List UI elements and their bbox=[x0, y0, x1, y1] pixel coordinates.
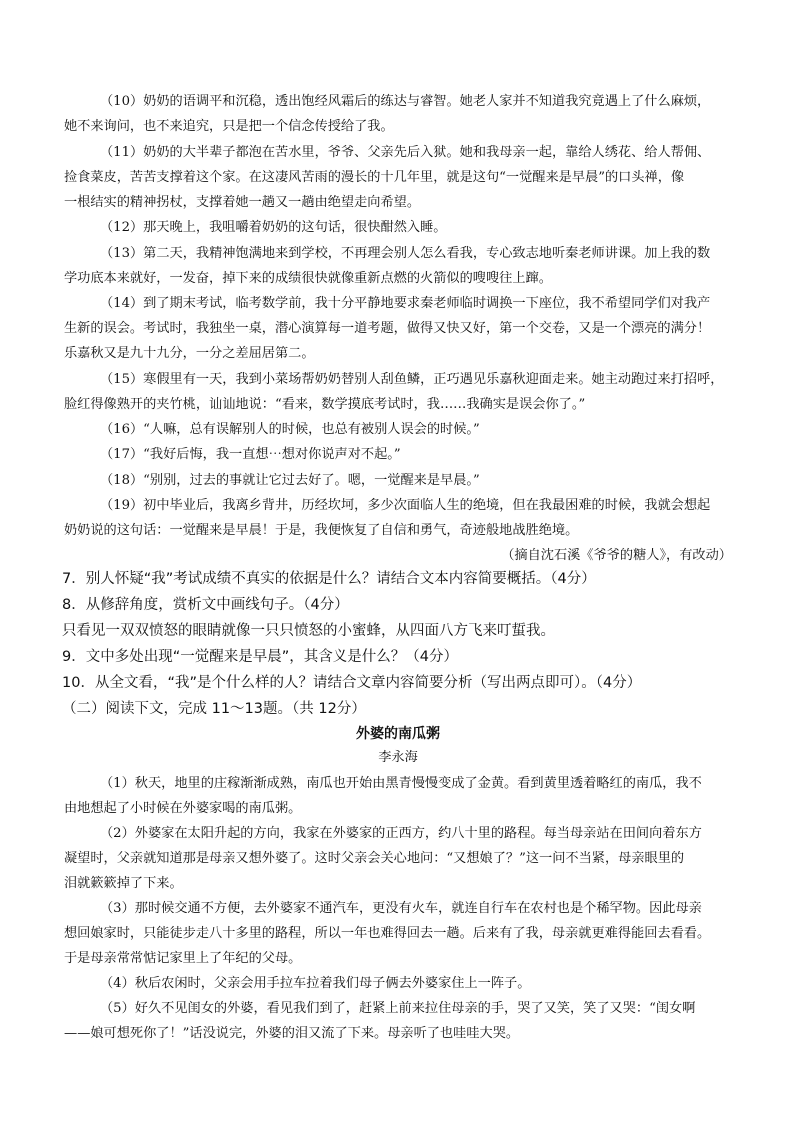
p2-paragraph-3-line2: 想回娘家时，只能徒步走八十多里的路程，所以一年也难得回去一趟。后来有了我，母亲就更难得能回去看看。 bbox=[64, 926, 711, 941]
p2-paragraph-3-line3: 于是母亲常常惦记家里上了年纪的父母。 bbox=[64, 951, 302, 966]
passage-2-title: 外婆的南瓜粥 bbox=[356, 726, 440, 742]
paragraph-14-line1: （14）到了期末考试，临考数学前，我十分平静地要求秦老师临时调换一下座位，我不希望同学们对我产 bbox=[100, 296, 711, 311]
paragraph-15-line1: （15）寒假里有一天，我到小菜场帮奶奶替别人刮鱼鳞，正巧遇见乐嘉秋迎面走来。她主动跑过来打招呼， bbox=[100, 372, 724, 387]
paragraph-11-line2: 捡食菜皮，苦苦支撑着这个家。在这凄风苦雨的漫长的十几年里，就是这句“一觉醒来是早晨”的口头禅，像 bbox=[64, 170, 685, 185]
passage-2-author: 李永海 bbox=[378, 750, 418, 765]
question-8-sentence: 只看见一双双愤怒的眼睛就像一只只愤怒的小蜜蜂，从四面八方飞来叮蜇我。 bbox=[62, 623, 555, 639]
paragraph-12: （12）那天晚上，我咀嚼着奶奶的这句话，很快酣然入睡。 bbox=[100, 220, 447, 235]
question-8: 8．从修辞角度，赏析文中画线句子。（4分） bbox=[62, 597, 349, 613]
paragraph-19-line1: （19）初中毕业后，我离乡背井，历经坎坷，多少次面临人生的绝境，但在我最困难的时候，我就会想起 bbox=[100, 498, 711, 513]
p2-paragraph-2-line3: 泪就簌簌掉了下来。 bbox=[64, 876, 183, 891]
p2-paragraph-2-line2: 凝望时，父亲就知道那是母亲又想外婆了。这时父亲会关心地问：“又想娘了？”这一问不当紧，母亲眼里的 bbox=[64, 851, 685, 866]
paragraph-13-line2: 学功底本来就好，一发奋，掉下来的成绩很快就像重新点燃的火箭似的嗖嗖往上蹿。 bbox=[64, 271, 552, 286]
question-9: 9．文中多处出现“一觉醒来是早晨”，其含义是什么？（4分） bbox=[62, 649, 458, 665]
question-7: 7．别人怀疑“我”考试成绩不真实的依据是什么？请结合文本内容简要概括。（4分） bbox=[62, 571, 596, 587]
paragraph-17: （17）“我好后悔，我一直想⋯想对你说声对不起。” bbox=[100, 447, 401, 462]
paragraph-10-line2: 她不来询问，也不来追究，只是把一个信念传授给了我。 bbox=[64, 119, 394, 134]
p2-paragraph-5-line2: ——娘可想死你了！”话没说完，外婆的泪又流了下来。母亲听了也哇哇大哭。 bbox=[64, 1026, 520, 1041]
paragraph-13-line1: （13）第二天，我精神饱满地来到学校，不再理会别人怎么看我，专心致志地听秦老师讲课。加上我的数 bbox=[100, 246, 711, 261]
paragraph-11-line1: （11）奶奶的大半辈子都泡在苦水里，爷爷、父亲先后入狱。她和我母亲一起，靠给人绣花、给人帮佣、 bbox=[100, 145, 711, 160]
paragraph-14-line3: 乐嘉秋又是九十九分，一分之差屈居第二。 bbox=[64, 346, 315, 361]
paragraph-10-line1: （10）奶奶的语调平和沉稳，透出饱经风霜后的练达与睿智。她老人家并不知道我究竟遇上了什么麻烦， bbox=[100, 94, 711, 109]
paragraph-15-line2: 脸红得像熟开的夹竹桃，讪讪地说：“看来，数学摸底考试时，我……我确实是误会你了。” bbox=[64, 397, 586, 412]
p2-paragraph-1-line1: （1）秋天，地里的庄稼渐渐成熟，南瓜也开始由黑青慢慢变成了金黄。看到黄里透着略红的南瓜，我不 bbox=[100, 776, 702, 791]
p2-paragraph-4: （4）秋后农闲时，父亲会用手拉车拉着我们母子俩去外婆家住上一阵子。 bbox=[100, 976, 531, 991]
p2-paragraph-3-line1: （3）那时候交通不方便，去外婆家不通汽车，更没有火车，就连自行车在农村也是个稀罕物。因此母亲 bbox=[100, 901, 702, 916]
question-10: 10．从全文看，“我”是个什么样的人？请结合文章内容简要分析（写出两点即可）。（4分） bbox=[62, 675, 642, 691]
p2-paragraph-2-line1: （2）外婆家在太阳升起的方向，我家在外婆家的正西方，约八十里的路程。每当母亲站在田间向着东方 bbox=[100, 826, 702, 841]
source-citation: （摘自沈石溪《爷爷的糖人》，有改动） bbox=[501, 548, 732, 563]
paragraph-14-line2: 生新的误会。考试时，我独坐一桌，潜心演算每一道考题，做得又快又好，第一个交卷，又是一个漂亮的满分！ bbox=[64, 321, 711, 336]
paragraph-18: （18）“别别，过去的事就让它过去好了。嗯，一觉醒来是早晨。” bbox=[100, 473, 480, 488]
paragraph-19-line2: 奶奶说的这句话：一觉醒来是早晨！于是，我便恢复了自信和勇气，奇迹般地战胜绝境。 bbox=[64, 523, 579, 538]
paragraph-11-line3: 一根结实的精神拐杖，支撑着她一趟又一趟由绝望走向希望。 bbox=[64, 195, 421, 210]
section-2-heading: （二）阅读下文，完成 11～13题。（共 12分） bbox=[62, 701, 366, 717]
p2-paragraph-5-line1: （5）好久不见闺女的外婆，看见我们到了，赶紧上前来拉住母亲的手，哭了又笑，笑了又哭：“闺女啊 bbox=[100, 1001, 696, 1016]
p2-paragraph-1-line2: 由地想起了小时候在外婆家喝的南瓜粥。 bbox=[64, 801, 302, 816]
paragraph-16: （16）“人嘛，总有误解别人的时候，也总有被别人误会的时候。” bbox=[100, 422, 480, 437]
